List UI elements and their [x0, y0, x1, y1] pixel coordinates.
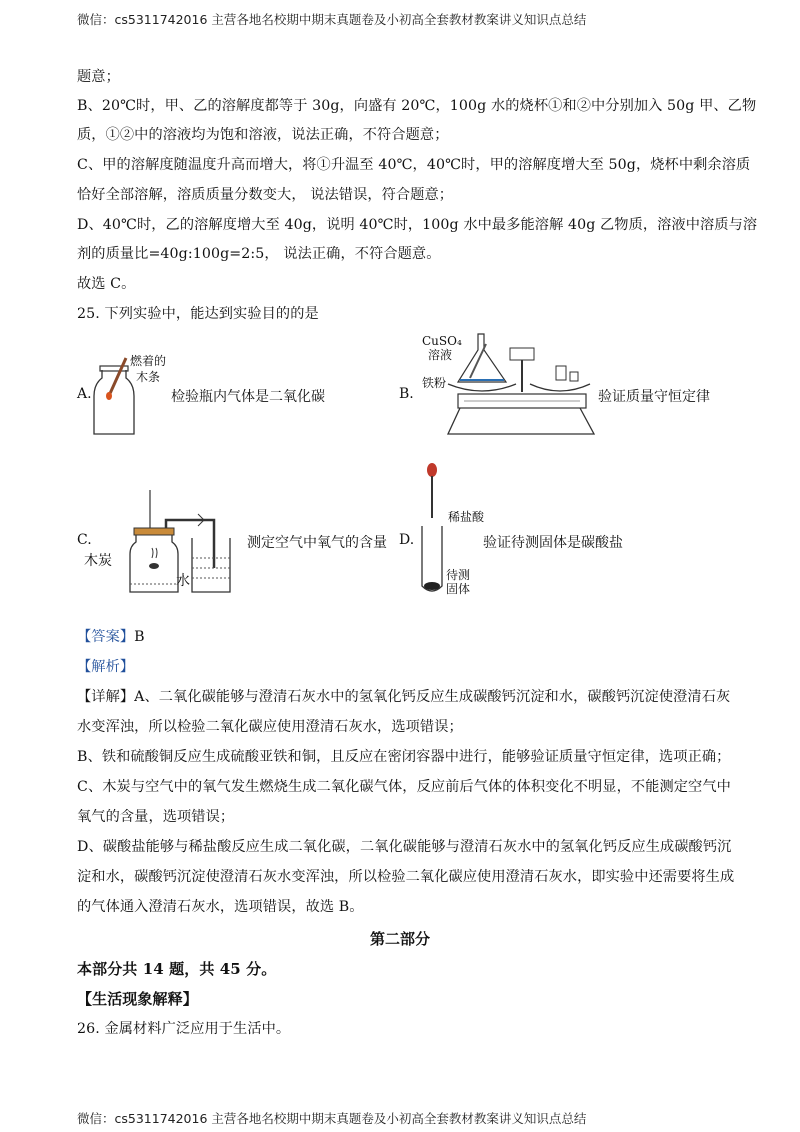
prev-answer-line-8: 故选 C。 [77, 276, 136, 292]
prev-answer-line-1: 题意； [77, 69, 120, 85]
analysis-line-3: B、铁和硫酸铜反应生成硫酸亚铁和铜，且反应在密闭容器中进行，能够验证质量守恒定律，选项正确； [77, 749, 731, 765]
part-title: 第二部分 [369, 930, 430, 948]
answer-line [77, 626, 145, 646]
option-b-label-2: 溶液 [428, 348, 453, 362]
option-d-text: 验证待测固体是碳酸盐 [483, 535, 623, 551]
section-heading: 【生活现象解释】 [77, 990, 198, 1008]
analysis-tag: 【解析】 [77, 659, 135, 675]
prev-answer-line-2: B、20℃时，甲、乙的溶解度都等于 30g，向盛有 20℃，100g 水的烧杯①和②中分别加入 50g 甲、乙物 [77, 98, 757, 114]
analysis-line-1: 【详解】A、二氧化碳能够与澄清石灰水中的氢氧化钙反应生成碳酸钙沉淀和水，碳酸钙沉淀使澄清石灰 [77, 689, 731, 705]
option-a-label-2: 木条 [136, 370, 161, 384]
answer-value: B [134, 629, 145, 645]
question-stem: 25. 下列实验中，能达到实验目的的是 [77, 306, 319, 322]
option-b-text: 验证质量守恒定律 [598, 389, 710, 405]
page-header: 微信：cs5311742016 主营各地名校期中期末真题卷及小初高全套教材教案讲义知识点总结 [77, 12, 587, 27]
option-d-label-1: 稀盐酸 [448, 510, 485, 524]
analysis-line-6: D、碳酸盐能够与稀盐酸反应生成二氧化碳，二氧化碳能够与澄清石灰水中的氢氧化钙反应生成碳酸钙沉 [77, 839, 732, 855]
page-footer: 微信：cs5311742016 主营各地名校期中期末真题卷及小初高全套教材教案讲义知识点总结 [77, 1111, 587, 1126]
option-b-label-3: 铁粉 [422, 376, 447, 390]
analysis-line-4: C、木炭与空气中的氧气发生燃烧生成二氧化碳气体，反应前后气体的体积变化不明显，不能测定空气中 [77, 779, 731, 795]
option-c-letter: C. [77, 532, 92, 548]
analysis-line-7: 淀和水，碳酸钙沉淀使澄清石灰水变浑浊，所以检验二氧化碳应使用澄清石灰水，即实验中还需要将生成 [77, 869, 735, 885]
option-b-letter: B. [399, 386, 414, 402]
answer-tag: 【答案】 [77, 629, 135, 645]
option-d-label-3: 固体 [446, 582, 471, 596]
question-26: 26. 金属材料广泛应用于生活中。 [77, 1021, 291, 1037]
option-c-label-2: 水 [176, 573, 190, 589]
option-a-text: 检验瓶内气体是二氧化碳 [171, 389, 325, 405]
option-c-text: 测定空气中氧气的含量 [247, 535, 387, 551]
part-summary: 本部分共 14 题，共 45 分。 [77, 960, 277, 978]
prev-answer-line-4: C、甲的溶解度随温度升高而增大，将①升温至 40℃，40℃时，甲的溶解度增大至 50g，烧杯中剩余溶质 [77, 157, 751, 173]
option-b-label-1: CuSO₄ [422, 334, 462, 348]
analysis-line-2: 水变浑浊，所以检验二氧化碳应使用澄清石灰水，选项错误； [77, 719, 463, 735]
prev-answer-line-6: D、40℃时，乙的溶解度增大至 40g，说明 40℃时，100g 水中最多能溶解 40g 乙物质，溶液中溶质与溶 [77, 217, 758, 233]
option-c-label-1: 木炭 [84, 553, 112, 569]
option-d-label-2: 待测 [446, 568, 471, 582]
option-d-letter: D. [399, 532, 415, 548]
analysis-line-8: 的气体通入澄清石灰水，选项错误，故选 B。 [77, 899, 364, 915]
prev-answer-line-7: 剂的质量比=40g:100g=2:5， 说法正确，不符合题意。 [77, 246, 441, 262]
prev-answer-line-5: 恰好全部溶解，溶质质量分数变大， 说法错误，符合题意； [77, 187, 454, 203]
analysis-line-5: 氧气的含量，选项错误； [77, 809, 235, 825]
option-a-letter: A. [77, 386, 92, 402]
option-a-label-1: 燃着的 [130, 354, 167, 368]
prev-answer-line-3: 质，①②中的溶液均为饱和溶液，说法正确，不符合题意； [77, 127, 449, 143]
